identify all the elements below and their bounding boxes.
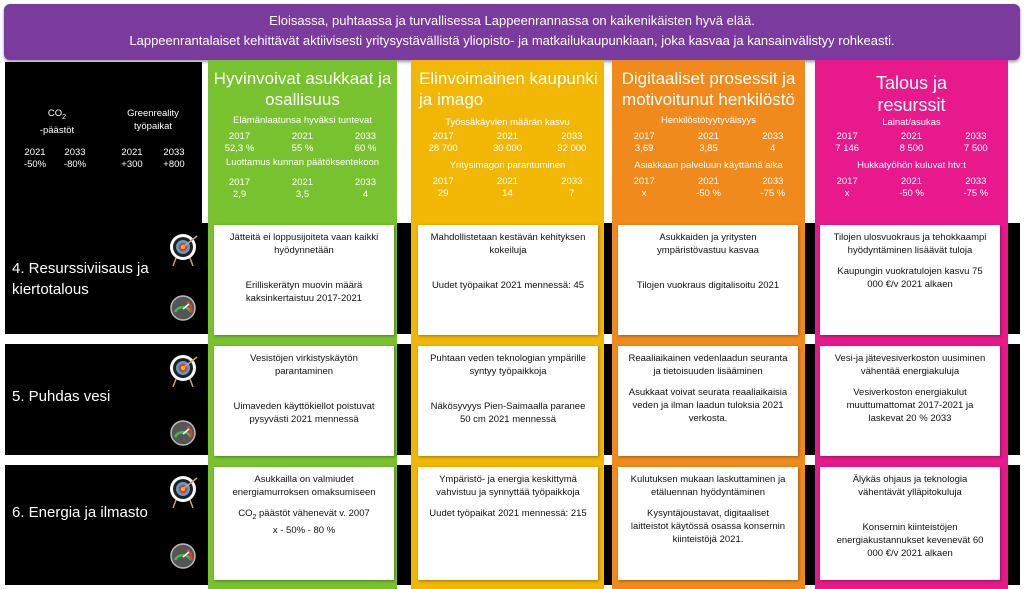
column-header-wellbeing: [208, 62, 397, 201]
column-header-vitality: [411, 62, 604, 200]
goal-card: Tilojen ulosvuokraus ja tehokkaampi hyödyntäminen lisäävät tuloja Kaupungin vuokratulojen kasvu 75 000 €/v 2021 alkaen: [820, 225, 1000, 335]
metric-label: Yritysimagon parantuminen: [449, 160, 566, 171]
gauge-icon: [170, 420, 196, 446]
metric-values: x -50 % -75 %: [641, 188, 786, 199]
goal-card: Mahdollistetaan kestävän kehityksen kokeiluja Uudet työpaikat 2021 mennessä: 45: [418, 225, 598, 335]
goal-card: Ympäristö- ja energia keskittymä vahvistuu ja synnyttää työpaikkoja Uudet työpaikat 2021 mennessä: 215: [418, 467, 598, 580]
kpi-box: [5, 62, 202, 228]
vision-line-1: Eloisassa, puhtaassa ja turvallisessa Lappeenrannassa on kaikenikäisten hyvä elää.: [269, 13, 755, 28]
column-header-economy: [815, 62, 1008, 200]
metric-values: 29 14 7: [437, 188, 575, 199]
metric-label: Luottamus kunnan päätöksentekoon: [225, 157, 380, 168]
gauge-icon: [170, 543, 196, 569]
gauge-icon: [170, 295, 196, 321]
target-icon: [166, 353, 200, 387]
metric-label: Asiakkaan palveluun käyttämä aika: [634, 160, 783, 171]
goal-card: Älykäs ohjaus ja teknologia vähentävät ylläpitokuluja Konsernin kiinteistöjen energiakustannukset kevenevät 60 000 €/v 2021 alkaen: [820, 467, 1000, 580]
greenreality-values: 2021 2033 +300 +800: [121, 147, 185, 170]
goal-card: Asukkailla on valmiudet energiamurroksen omaksumiseen $CO_2$ päästöt vähenevät v. 2007 x - 50% - 80 %: [214, 467, 394, 580]
metric-years: 2017 2021 2033: [432, 131, 583, 142]
column-title: Hyvinvoivat asukkaat ja osallisuus: [213, 69, 392, 109]
goal-card: Vesi-ja jätevesiverkoston uusiminen vähentää energiakuluja Vesiverkoston energiakulut muuttumattomat 2017-2021 ja laskevat 20 % 2033: [820, 346, 1000, 456]
vision-banner: [4, 4, 1020, 60]
column-title: Digitaaliset prosessit ja motivoitunut henkilöstö: [621, 69, 796, 109]
goal-card: Vesistöjen virkistyskäytön parantaminen Uimaveden käyttökiellot poistuvat pysyvästi 2021 mennessä: [214, 346, 394, 456]
metric-label: Elämänlaatunsa hyväksi tuntevat: [233, 115, 372, 126]
metric-values: x -50 % -75 %: [844, 188, 989, 199]
row-title-resource: 4. Resurssiviisaus ja kiertotalous: [12, 260, 149, 298]
greenreality-label: Greenreality työpaikat: [127, 108, 179, 132]
metric-years: 2017 2021 2033: [633, 131, 784, 142]
metric-years: 2017 2021 2033: [228, 177, 377, 188]
column-title: Talous ja resurssit: [875, 73, 948, 115]
metric-values: 28 700 30 000 32 000: [428, 143, 587, 154]
metric-years: 2017 2021 2033: [228, 131, 377, 142]
metric-values: 52,3 % 55 % 60 %: [224, 143, 377, 154]
column-title: Elinvoimainen kaupunki ja imago: [419, 69, 598, 109]
metric-values: 2,9 3,5 4: [232, 189, 369, 200]
column-header-digital: [612, 62, 805, 200]
metric-label: Hukkatyöhön kuluvat htv:t: [857, 160, 966, 171]
goal-card: Reaaliaikainen vedenlaadun seuranta ja tietoisuuden lisääminen Asukkaat voivat seurata reaaliaikaisia veden ja ilman laadun tuloksia 2021 verkosta.: [618, 346, 798, 456]
goal-card: Asukkaiden ja yritysten ympäristövastuu kasvaa Tilojen vuokraus digitalisoitu 2021: [618, 225, 798, 335]
metric-values: 3,69 3,85 4: [634, 143, 776, 154]
goal-card: Jätteitä ei loppusijoiteta vaan kaikki hyödynnetään Erilliskerätyn muovin määrä kaksinkertaistuu 2017-2021: [214, 225, 394, 335]
metric-label: Henkilöstötyytyväisyys: [660, 115, 757, 126]
target-icon: [166, 474, 200, 508]
goal-card: Kulutuksen mukaan laskuttaminen ja etäluennan hyödyntäminen Kysyntäjoustavat, digitaaliset laitteistot käytössä osassa konsernin kiinteistöjä 2021.: [618, 467, 798, 580]
co2-values: 2021 2033 -50% -80%: [23, 147, 87, 170]
metric-label: Työssäkäyvien määrän kasvu: [445, 117, 570, 128]
metric-values: 7 146 8 500 7 500: [835, 143, 988, 154]
row-title-energy: 6. Energia ja ilmasto: [12, 504, 148, 521]
metric-years: 2017 2021 2033: [633, 176, 784, 187]
goal-card: Puhtaan veden teknologian ympärille syntyy työpaikkoja Näkösyvyys Pien-Saimaalla paranee 50 cm 2021 mennessä: [418, 346, 598, 456]
co2-label: $CO_2$ -päästöt: [39, 108, 75, 136]
metric-years: 2017 2021 2033: [836, 176, 987, 187]
metric-years: 2017 2021 2033: [836, 131, 987, 142]
metric-years: 2017 2021 2033: [432, 176, 583, 187]
target-icon: [166, 232, 200, 266]
row-title-water: 5. Puhdas vesi: [12, 388, 111, 405]
metric-label: Lainat/asukas: [882, 117, 941, 128]
vision-line-2: Lappeenrantalaiset kehittävät aktiivisesti yritysystävällistä yliopisto- ja matkailukaupunkiaan, joka kasvaa ja kansainvälistyy rohkeasti.: [129, 33, 895, 48]
